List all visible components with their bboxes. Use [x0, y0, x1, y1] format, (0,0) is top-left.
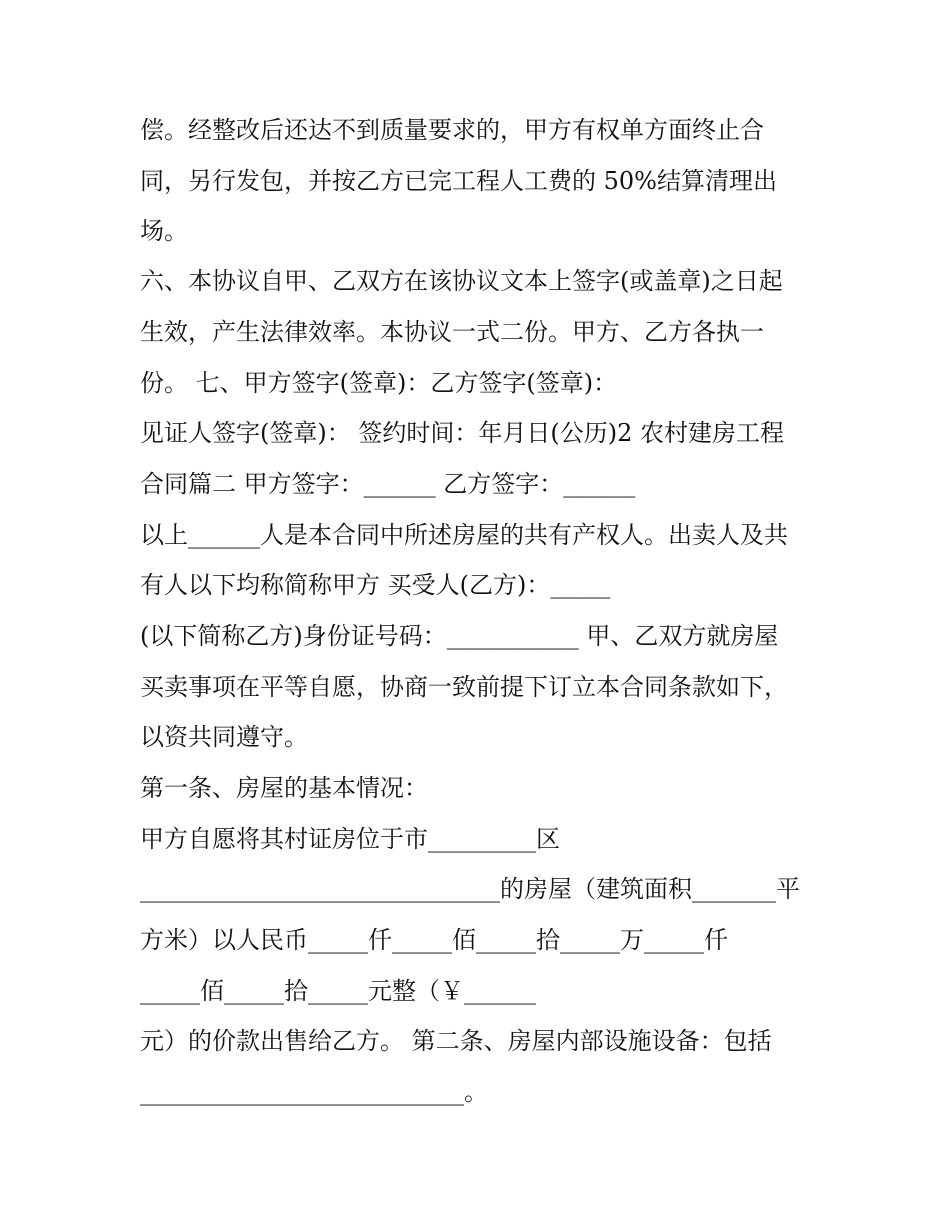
text-line: 买卖事项在平等自愿，协商一致前提下订立本合同条款如下， [140, 673, 788, 701]
text-line: 甲方自愿将其村证房位于市_________区 [140, 825, 560, 853]
text-line: 方米）以人民币_____仟_____佰_____拾_____万_____仟 [140, 926, 728, 954]
text-line: ______________________________的房屋（建筑面积_______平 [140, 875, 800, 903]
text-line: 元）的价款出售给乙方。 第二条、房屋内部设施设备：包括 [140, 1027, 772, 1055]
text-line: 份。 七、甲方签字(签章)：乙方签字(签章)： [140, 369, 618, 397]
text-line: 同，另行发包，并按乙方已完工程人工费的 50%结算清理出 [140, 167, 777, 195]
text-line: 生效，产生法律效率。本协议一式二份。甲方、乙方各执一 [140, 318, 764, 346]
text-line: 有人以下均称简称甲方 买受人(乙方)：_____ [140, 571, 611, 599]
text-line: (以下简称乙方)身份证号码：___________ 甲、乙双方就房屋 [140, 622, 779, 650]
text-line: 合同篇二 甲方签字：______ 乙方签字：______ [140, 470, 636, 498]
text-line: 见证人签字(签章)： 签约时间：年月日(公历)2 农村建房工程 [140, 419, 784, 447]
text-line: 以上______人是本合同中所述房屋的共有产权人。出卖人及共 [140, 521, 788, 549]
text-line: 场。 [140, 217, 188, 245]
text-line: 第一条、房屋的基本情况： [140, 774, 428, 802]
text-line: 偿。经整改后还达不到质量要求的，甲方有权单方面终止合 [140, 116, 764, 144]
text-line: _____佰_____拾_____元整（￥______ [140, 977, 536, 1005]
text-line: 六、本协议自甲、乙双方在该协议文本上签字(或盖章)之日起 [140, 267, 783, 295]
text-line: ___________________________。 [140, 1078, 488, 1106]
text-line: 以资共同遵守。 [140, 723, 308, 751]
